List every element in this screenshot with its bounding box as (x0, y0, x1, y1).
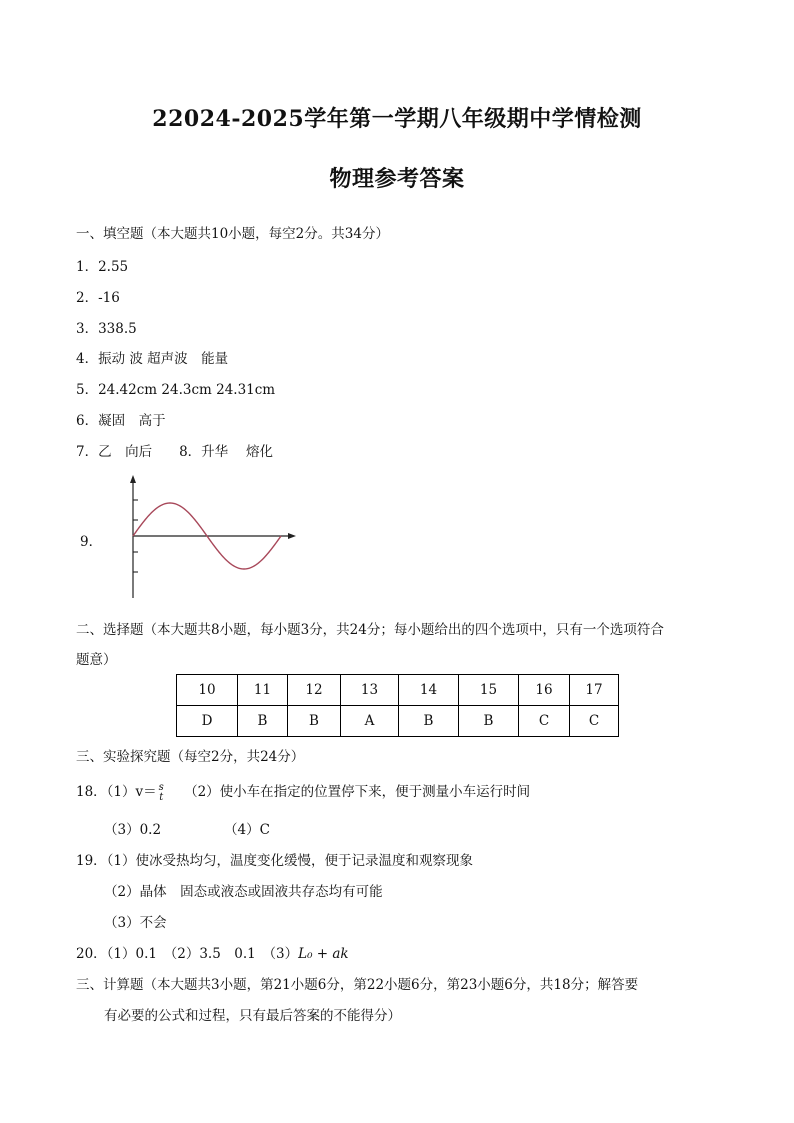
answer-7-8: 7．乙 向后 8．升华 熔化 (76, 444, 273, 460)
table-cell: B (399, 706, 459, 737)
section3-heading: 三、实验探究题（每空2分，共24分） (76, 749, 305, 765)
x-axis-arrowhead (288, 533, 296, 539)
answer-9-label: 9． (80, 534, 103, 550)
table-cell: 15 (459, 675, 519, 706)
table-cell: D (177, 706, 238, 737)
table-row-answers (177, 706, 619, 737)
answer-1: 1．2.55 (76, 259, 129, 275)
section2-heading-line1: 二、选择题（本大题共8小题，每小题3分，共24分；每小题给出的四个选项中，只有一个选项符合 (76, 622, 664, 638)
answer-18-line1 (76, 780, 530, 803)
table-cell: 13 (341, 675, 399, 706)
section1-heading: 一、填空题（本大题共10小题，每空2分。共34分） (76, 226, 389, 242)
page-title: 22024-2025学年第一学期八年级期中学情检测 (152, 106, 642, 132)
table-cell: 12 (288, 675, 341, 706)
answer-20-formula: L₀ + ak (298, 946, 349, 962)
answer-table (176, 674, 619, 737)
section4-heading-line2: 有必要的公式和过程，只有最后答案的不能得分） (104, 1008, 401, 1024)
page-subtitle: 物理参考答案 (329, 166, 465, 192)
answer-18-part4: （4）C (224, 822, 270, 838)
speed-formula-fraction (159, 783, 164, 803)
fraction-numerator: s (158, 781, 164, 793)
table-cell: B (288, 706, 341, 737)
table-cell: 10 (177, 675, 238, 706)
answer-18-part3: （3）0.2 (104, 822, 162, 838)
answer-18-part2: （2）使小车在指定的位置停下来，便于测量小车运行时间 (184, 784, 531, 800)
table-cell: C (570, 706, 619, 737)
table-cell: A (341, 706, 399, 737)
answer-4: 4．振动 波 超声波 能量 (76, 351, 229, 367)
answer-19-line2: （2）晶体 固态或液态或固液共存态均有可能 (104, 884, 383, 900)
section4-heading-line1: 三、计算题（本大题共3小题，第21小题6分，第22小题6分，第23小题6分，共18分；解答要 (76, 977, 639, 993)
fraction-denominator: t (159, 791, 164, 803)
answer-2: 2．-16 (76, 290, 120, 306)
answer-18-prefix: 18．（1）v＝ (76, 784, 157, 800)
answer-19-line3: （3）不会 (104, 915, 167, 931)
table-cell: 11 (238, 675, 288, 706)
table-cell: B (238, 706, 288, 737)
answer-20-prefix: 20．（1）0.1 （2）3.5 0.1 （3） (76, 946, 299, 962)
answer-3: 3．338.5 (76, 321, 137, 337)
section2-heading-line2: 题意） (76, 652, 117, 668)
answer-5: 5．24.42cm 24.3cm 24.31cm (76, 382, 276, 398)
table-cell: 16 (519, 675, 570, 706)
table-cell: C (519, 706, 570, 737)
answer-6: 6．凝固 高于 (76, 413, 166, 429)
wave-graph (118, 472, 300, 602)
answer-20 (76, 942, 349, 962)
y-axis-arrowhead (130, 475, 136, 483)
table-row-questions (177, 675, 619, 706)
table-cell: 17 (570, 675, 619, 706)
table-cell: 14 (399, 675, 459, 706)
answer-19-line1: 19．（1）使冰受热均匀，温度变化缓慢，便于记录温度和观察现象 (76, 853, 474, 869)
table-cell: B (459, 706, 519, 737)
